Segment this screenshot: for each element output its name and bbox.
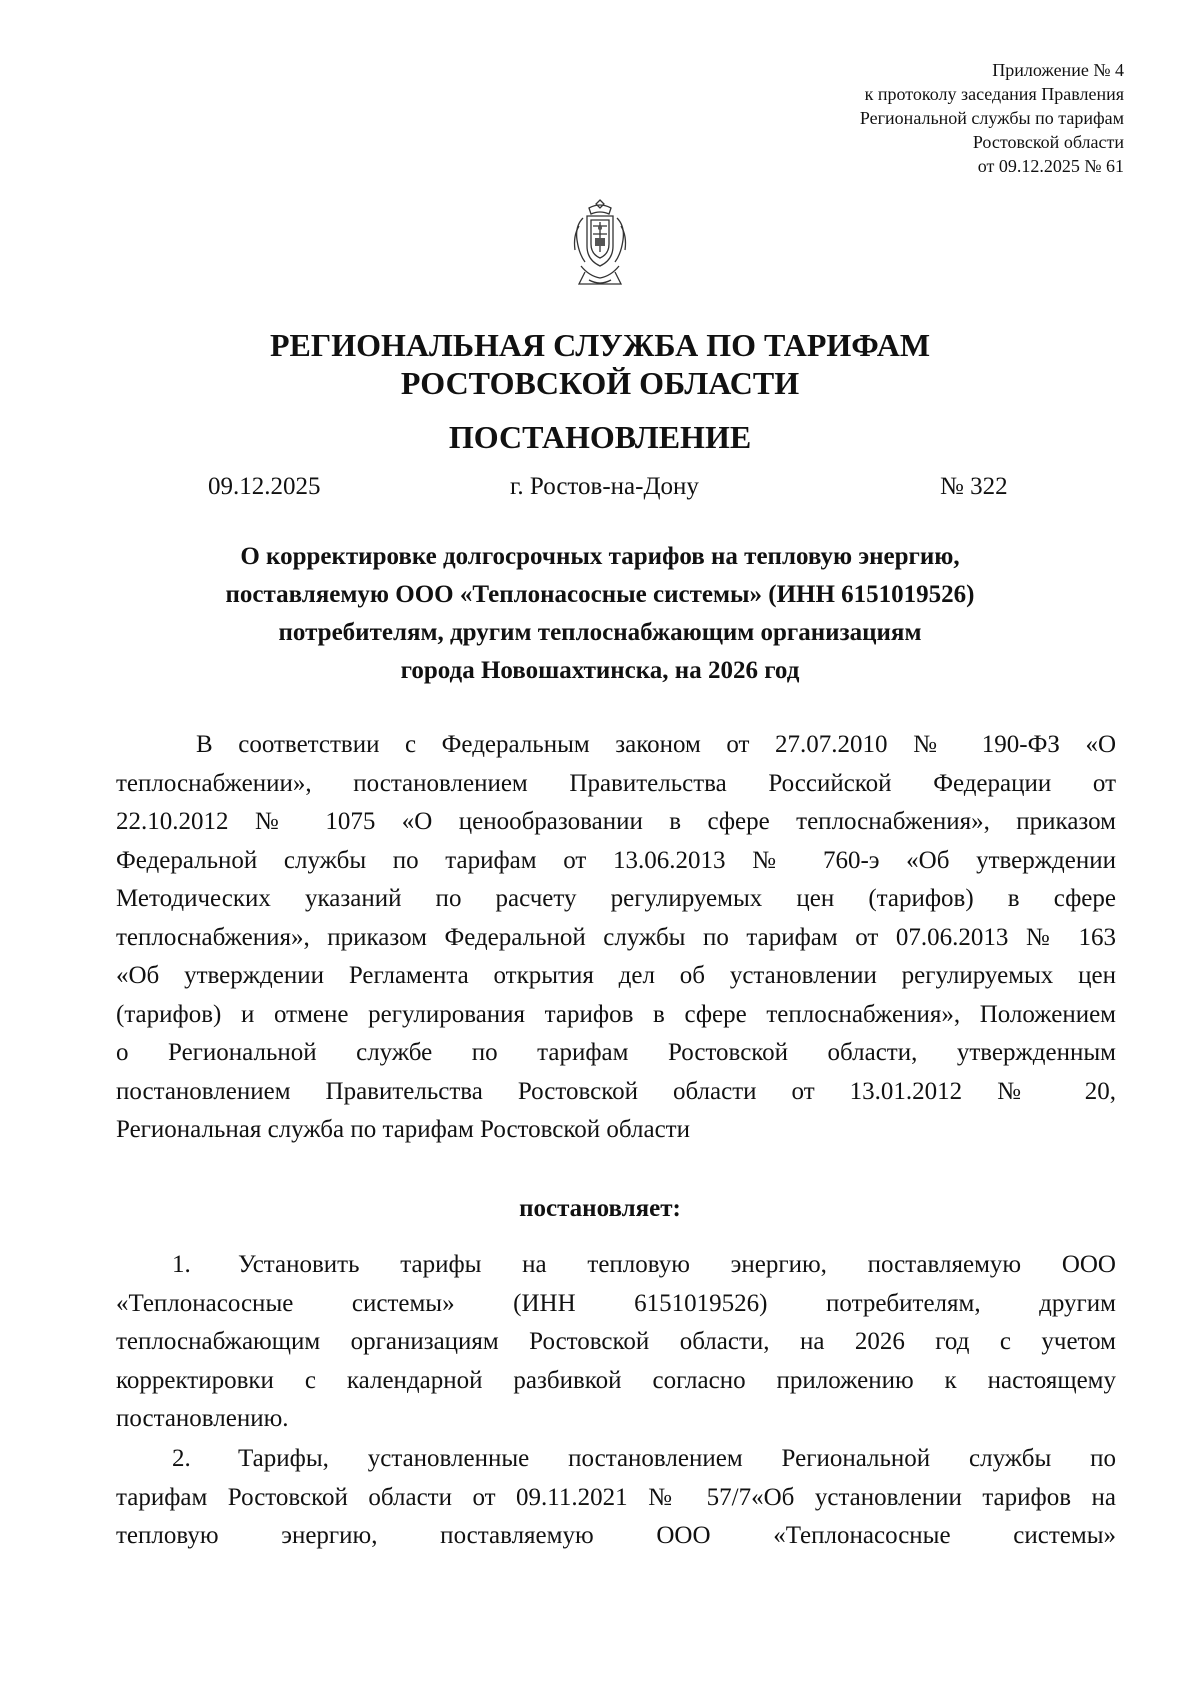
text-line: теплоснабжения», приказом Федеральной службы по тарифам от 07.06.2013 № 163 [116,923,1116,951]
document-type: ПОСТАНОВЛЕНИЕ [448,419,752,455]
preamble-paragraph [116,726,1116,1150]
text-line: Федеральной службы по тарифам от 13.06.2013 № 760-э «Об утверждении [116,846,1116,874]
document-date: 09.12.2025 [208,473,321,500]
text-line: «Об утверждении Регламента открытия дел об установлении регулируемых цен [116,962,1116,989]
document-subject [0,538,1200,690]
text-line: «Теплонасосные системы» (ИНН 6151019526) потребителям, другим [116,1289,1116,1317]
text-line: постановлением Правительства Ростовской области от 13.01.2012 № 20, [116,1077,1116,1105]
org-line: РЕГИОНАЛЬНАЯ СЛУЖБА ПО ТАРИФАМ [269,327,931,363]
text-line: Тарифы, установленные постановлением Региональной службы по [238,1445,1116,1472]
org-line: РОСТОВСКОЙ ОБЛАСТИ [400,365,800,401]
text-line: теплоснабжении», постановлением Правительства Российской Федерации от [116,769,1116,797]
item-first-line [116,1440,1116,1479]
document-number: № 322 [940,473,1008,500]
item-first-line [116,1246,1116,1285]
subject-line: О корректировке долгосрочных тарифов на тепловую энергию, [240,543,960,570]
text-line: В соответствии с Федеральным законом от 27.07.2010 № 190-ФЗ «О [196,731,1116,758]
decree-word: постановляет: [519,1195,681,1222]
text-line: о Региональной службе по тарифам Ростовской области, утвержденным [116,1039,1116,1066]
text-line: (тарифов) и отмене регулирования тарифов в сфере теплоснабжения», Положением [116,1000,1116,1028]
document-city: г. Ростов-на-Дону [510,473,699,500]
appendix-line: Ростовской области [972,132,1124,152]
item-number: 2. [172,1445,191,1472]
text-line: корректировки с календарной разбивкой согласно приложению к настоящему [116,1366,1116,1394]
text-line: тепловую энергию, поставляемую ООО «Теплонасосные системы» [116,1522,1116,1549]
organization-name [0,326,1200,402]
item-1 [116,1246,1116,1439]
subject-line: города Новошахтинска, на 2026 год [400,657,800,684]
item-number: 1. [172,1251,191,1278]
subject-line: потребителям, другим теплоснабжающим организациям [278,619,922,646]
appendix-line: от 09.12.2025 № 61 [977,156,1124,176]
item-2 [116,1440,1116,1556]
appendix-line: Приложение № 4 [992,60,1124,80]
appendix-line: к протоколу заседания Правления [864,84,1124,104]
text-line: 22.10.2012 № 1075 «О ценообразовании в сфере теплоснабжения», приказом [116,808,1116,835]
text-line: теплоснабжающим организациям Ростовской области, на 2026 год с учетом [116,1328,1116,1355]
text-line: Установить тарифы на тепловую энергию, поставляемую ООО [238,1251,1116,1278]
text-line: Методических указаний по расчету регулируемых цен (тарифов) в сфере [116,885,1116,912]
subject-line: поставляемую ООО «Теплонасосные системы» (ИНН 6151019526) [225,581,975,608]
text-line: постановлению. [116,1405,289,1432]
text-line: тарифам Ростовской области от 09.11.2021 № 57/7«Об установлении тарифов на [116,1483,1116,1511]
appendix-line: Региональной службы по тарифам [859,108,1124,128]
text-line: Региональная служба по тарифам Ростовской области [116,1116,690,1143]
coat-of-arms-icon [567,196,633,292]
appendix-note [860,58,1124,178]
